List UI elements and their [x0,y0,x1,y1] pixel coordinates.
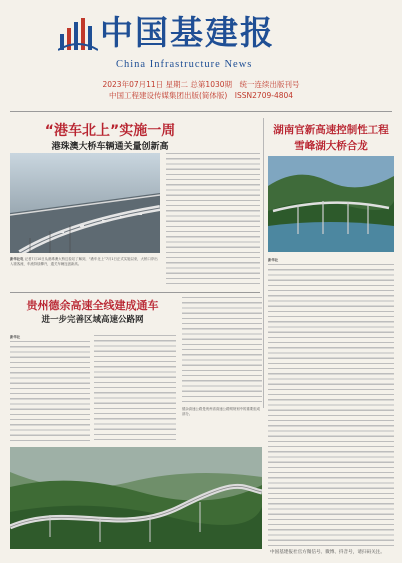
bridge-photo [10,153,160,253]
paper-title: 中国基建报 [100,13,275,52]
article-bottom-subhead: 进一步完善区域高速公路网 [41,315,144,325]
paper-english-name: China Infrastructure News [116,59,253,70]
xuefeng-bridge-photo [268,156,394,252]
masthead [0,0,402,100]
publisher-line: 中国工程建设传媒集团出版(简体版) ISSN2709-4804 [108,91,294,100]
article-left-subhead: 港珠澳大桥车辆通关量创新高 [51,142,169,152]
section-divider [10,292,260,293]
date-line: 2023年07月11日 星期二 总第1030期 统一连续出版刊号 [102,80,300,89]
caption-text: 记者7月10日从港珠澳大桥边检站了解到，“港车北上”7月1日正式实施以来，大桥口岸出入境客流、车流持续攀升，通关车辆连创新高。 [10,257,158,267]
newspaper-logo-icon [58,14,98,54]
article-right-body [268,258,394,546]
article-left-body-column [166,153,260,286]
article-right-byline: 新华社 [268,258,279,262]
article-left-headline: “港车北上”实施一周 [44,123,176,139]
caption-lead: 新华社电 [10,257,24,261]
article-hk-cars-northbound [10,118,260,288]
article-right-headline: 湖南官新高速控制性工程 [273,124,389,136]
masthead-divider [10,111,392,112]
article-bottom-byline: 新华社 [10,335,21,339]
article-left-caption [10,257,160,285]
article-bottom-headline: 贵州德余高速全线建成通车 [26,299,159,312]
footer-social-note: 中国基建报社官方微信号、微博、抖音号，请扫码关注。 [270,550,385,555]
article-bottom-body-mid [94,335,176,443]
article-deyu-expressway [10,297,262,549]
article-bottom-body-right [182,297,262,403]
article-bottom-caption: 德余高速公路是贵州省高速公路网规划中的重要组成部分。 [182,407,260,417]
column-divider [263,118,264,408]
article-xuefeng-lake-bridge [268,118,394,543]
issue-info [0,79,402,101]
article-bottom-body-left [10,335,90,443]
article-right-subhead: 雪峰湖大桥合龙 [294,140,368,152]
expressway-photo [10,447,262,549]
